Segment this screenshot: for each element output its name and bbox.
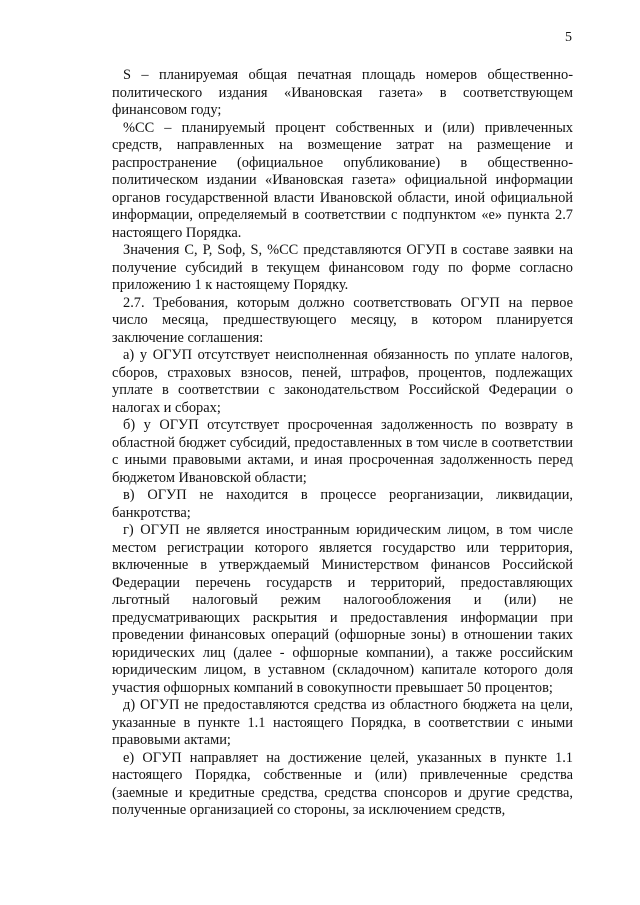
- paragraph-s-definition: S – планируемая общая печатная площадь номеров общественно-политического издания «Ивановская газета» в соответствующем финансовом году;: [112, 67, 573, 118]
- paragraph-cc-definition: %CC – планируемый процент собственных и (или) привлеченных средств, направленных на возмещение затрат на размещение и распространение (официальное опубликование) в общественно-политическом издании «Ивановская газета» официальной информации органов государственной власти Ивановской области, иной официальной информации, определяемый в соответствии с подпунктом «е» пункта 2.7 настоящего Порядка.: [112, 119, 573, 241]
- paragraph-requirement-e: е) ОГУП направляет на достижение целей, указанных в пункте 1.1 настоящего Порядка, собственные и (или) привлеченные средства (заемные и кредитные средства, средства спонсоров и другие средства, полученные организацией со стороны, за исключением средств,: [112, 749, 573, 818]
- paragraph-values-submission: Значения С, Р, Sоф, S, %CC представляются ОГУП в составе заявки на получение субсидий в текущем финансовом году по форме согласно приложению 1 к настоящему Порядку.: [112, 242, 573, 293]
- paragraph-requirement-v: в) ОГУП не находится в процессе реорганизации, ликвидации, банкротства;: [112, 487, 573, 521]
- document-body: [112, 67, 573, 820]
- paragraph-requirement-d: д) ОГУП не предоставляются средства из областного бюджета на цели, указанные в пункте 1.1 настоящего Порядка, в соответствии с иными правовыми актами;: [112, 697, 573, 748]
- page-number: 5: [565, 30, 572, 45]
- paragraph-2-7-requirements: 2.7. Требования, которым должно соответствовать ОГУП на первое число месяца, предшествующего месяцу, в котором планируется заключение соглашения:: [112, 294, 573, 346]
- paragraph-requirement-a: а) у ОГУП отсутствует неисполненная обязанность по уплате налогов, сборов, страховых взносов, пеней, штрафов, процентов, подлежащих уплате в соответствии с законодательством Российской Федерации о налогах и сборах;: [112, 347, 573, 416]
- paragraph-requirement-g: г) ОГУП не является иностранным юридическим лицом, в том числе местом регистрации которого является государство или территория, включенные в утверждаемый Министерством финансов Российской Федерации перечень государств и территорий, предоставляющих льготный налоговый режим налогообложения и (или) не предусматривающих раскрытия и предоставления информации при проведении финансовых операций (офшорные зоны) в отношении таких юридических лиц (далее - офшорные компании), а также российским юридическим лицом, в уставном (складочном) капитале которого доля участия офшорных компаний в совокупности превышает 50 процентов;: [112, 522, 573, 696]
- paragraph-requirement-b: б) у ОГУП отсутствует просроченная задолженность по возврату в областной бюджет субсидий, предоставленных в том числе в соответствии с иными правовыми актами, и иная просроченная задолженность перед бюджетом Ивановской области;: [112, 417, 573, 486]
